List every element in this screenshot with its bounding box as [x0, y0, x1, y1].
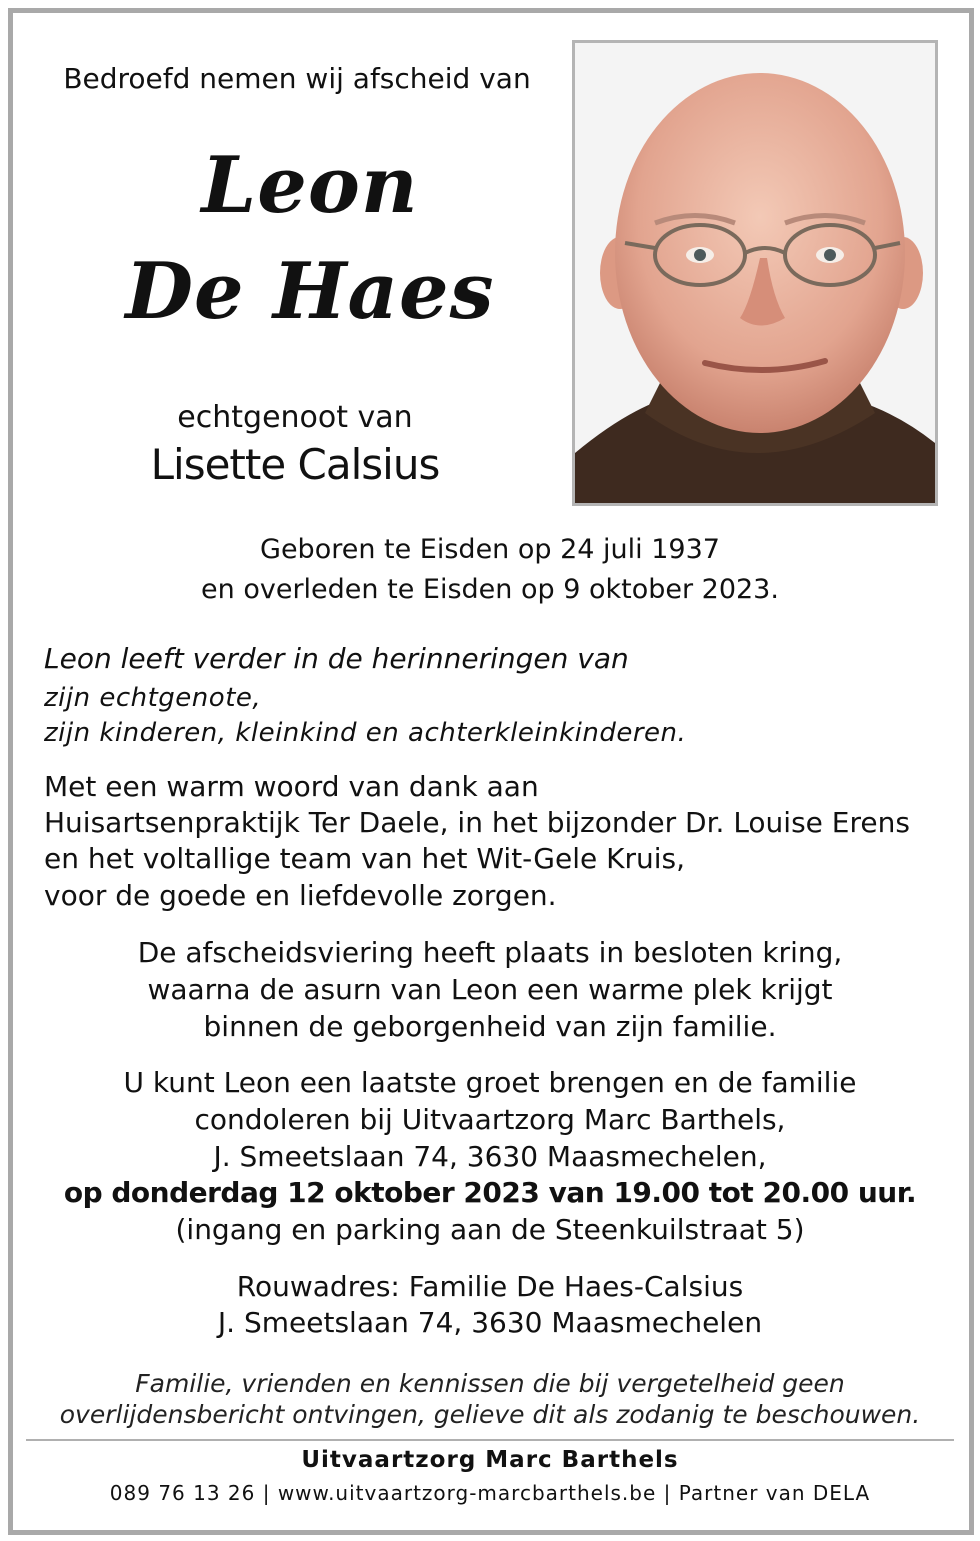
portrait-illustration	[575, 43, 935, 503]
ceremony-line-2: waarna de asurn van Leon een warme plek krijgt	[147, 973, 833, 1006]
first-name: Leon	[201, 140, 419, 231]
death-line: en overleden te Eisden op 9 oktober 2023.	[201, 574, 779, 605]
thanks-line-3: en het voltallige team van het Wit-Gele Kruis,	[44, 842, 686, 875]
note-line-1: Familie, vrienden en kennissen die bij vergetelheid geen	[135, 1369, 845, 1398]
address-line-1: Rouwadres: Familie De Haes-Calsius	[236, 1270, 744, 1303]
last-name: De Haes	[125, 246, 495, 337]
funeral-home-contact: 089 76 13 26 | www.uitvaartzorg-marcbarthels.be | Partner van DELA	[109, 1481, 871, 1505]
address-line-2: J. Smeetslaan 74, 3630 Maasmechelen	[217, 1306, 763, 1339]
spouse-label: echtgenoot van	[177, 400, 413, 435]
thanks-line-2: Huisartsenpraktijk Ter Daele, in het bijzonder Dr. Louise Erens	[44, 806, 910, 839]
visit-line-1: U kunt Leon een laatste groet brengen en de familie	[123, 1066, 857, 1099]
intro-text: Bedroefd nemen wij afscheid van	[63, 62, 531, 95]
note-line-2: overlijdensbericht ontvingen, gelieve dit als zodanig te beschouwen.	[59, 1400, 921, 1429]
memory-line-1: zijn echtgenote,	[44, 683, 262, 713]
visit-line-5: (ingang en parking aan de Steenkuilstraat 5)	[175, 1213, 805, 1246]
ceremony-line-1: De afscheidsviering heeft plaats in besloten kring,	[137, 936, 843, 969]
thanks-line-4: voor de goede en liefdevolle zorgen.	[44, 879, 557, 912]
visit-line-3: J. Smeetslaan 74, 3630 Maasmechelen,	[213, 1140, 767, 1173]
visit-date-line: op donderdag 12 oktober 2023 van 19.00 tot 20.00 uur.	[63, 1176, 917, 1209]
footer-divider	[26, 1439, 954, 1441]
spouse-name: Lisette Calsius	[150, 440, 440, 489]
thanks-line-1: Met een warm woord van dank aan	[44, 770, 539, 803]
portrait-photo	[572, 40, 938, 506]
ceremony-line-3: binnen de geborgenheid van zijn familie.	[203, 1010, 777, 1043]
funeral-home-name: Uitvaartzorg Marc Barthels	[301, 1447, 679, 1473]
memory-heading: Leon leeft verder in de herinneringen van	[44, 642, 629, 675]
birth-line: Geboren te Eisden op 24 juli 1937	[260, 534, 720, 565]
visit-line-2: condoleren bij Uitvaartzorg Marc Barthels,	[194, 1103, 786, 1136]
memory-line-2: zijn kinderen, kleinkind en achterkleinkinderen.	[44, 718, 687, 748]
